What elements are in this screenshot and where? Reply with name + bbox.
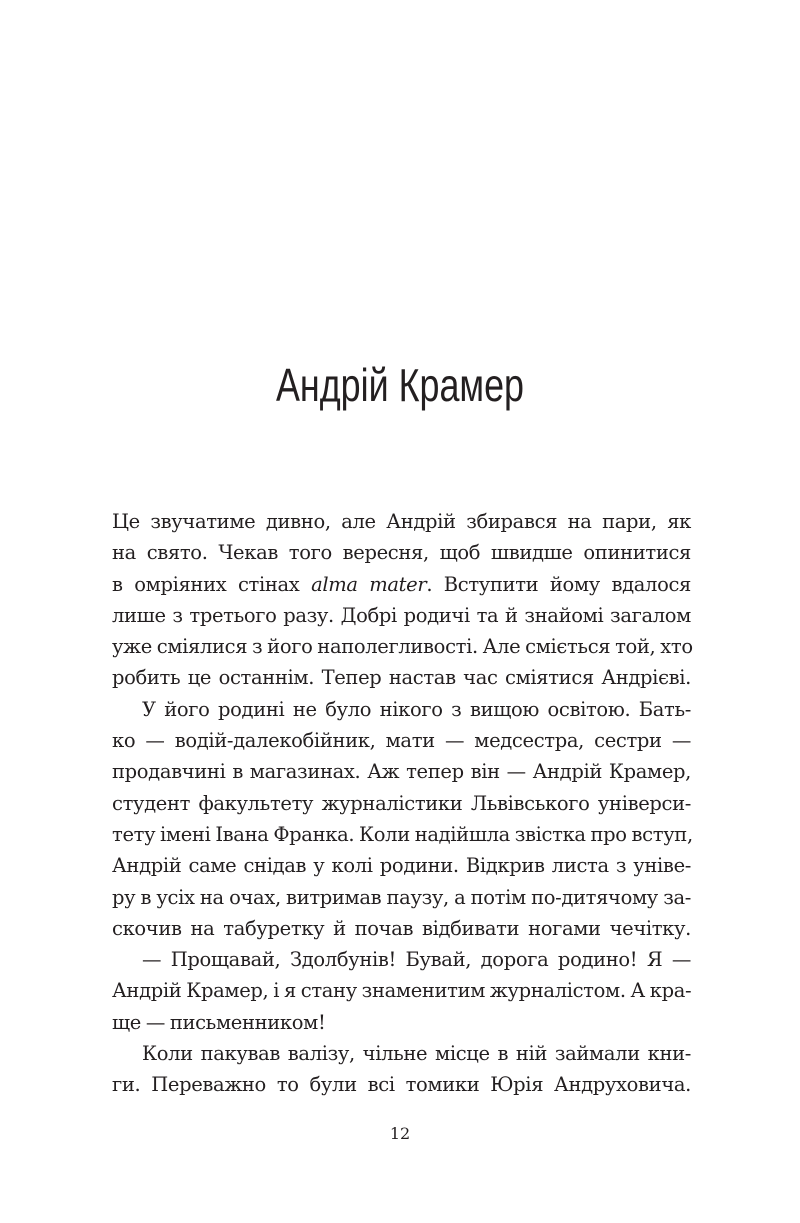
text-line: тету імені Івана Франка. Коли надійшла звістка про вступ, [112,822,693,846]
body-text [112,506,691,1101]
text-line: уже сміялися з його наполегливості. Але сміється той, хто [112,635,693,659]
text-line: Це звучатиме дивно, але Андрій збирався на пари, як [112,510,691,533]
text-line: ги. Переважно то були всі томики Юрія Андруховича. [112,1073,691,1097]
text-line: ру в усіх на очах, витримав паузу, а потім по-дитячому за- [112,885,691,909]
text-line: У його родині не було нікого з вищою освітою. Бать- [142,697,691,721]
text-line: ко — водій-далекобійник, мати — медсестра, сестри — [112,729,691,753]
paragraph-3-dialogue [112,944,691,1038]
text-line: скочив на табуретку й почав відбивати ногами чечітку. [112,916,691,940]
text-line: на свято. Чекав того вересня, щоб швидше опинитися [112,541,691,565]
chapter-title: Андрій Крамер [275,358,525,411]
italic-phrase: alma mater [311,572,427,596]
text-line: Андрій Крамер, і я стану знаменитим журналістом. А кра- [112,979,692,1003]
text-fragment: . Вступити йому вдалося [426,572,691,596]
paragraph-2 [112,694,691,944]
text-line [112,569,691,600]
text-line: Андрій саме снідав у колі родини. Відкрив листа з уніве- [112,854,691,878]
text-line: продавчині в магазинах. Аж тепер він — Андрій Крамер, [112,760,691,784]
text-line: — Прощавай, Здолбунів! Бувай, дорога родино! Я — [142,948,691,972]
text-fragment: в омріяних стінах [112,572,312,596]
text-line: ще — письменником! [112,1010,326,1034]
text-line: студент факультету журналістики Львівського універси- [112,791,691,815]
paragraph-4 [112,1038,691,1101]
text-line: Коли пакував валізу, чільне місце в ній займали кни- [142,1042,691,1066]
text-line: робить це останнім. Тепер настав час сміятися Андрієві. [112,666,691,690]
paragraph-1 [112,506,691,694]
page-number: 12 [389,1124,411,1143]
text-line: лише з третього разу. Добрі родичі та й знайомі загалом [112,603,691,627]
